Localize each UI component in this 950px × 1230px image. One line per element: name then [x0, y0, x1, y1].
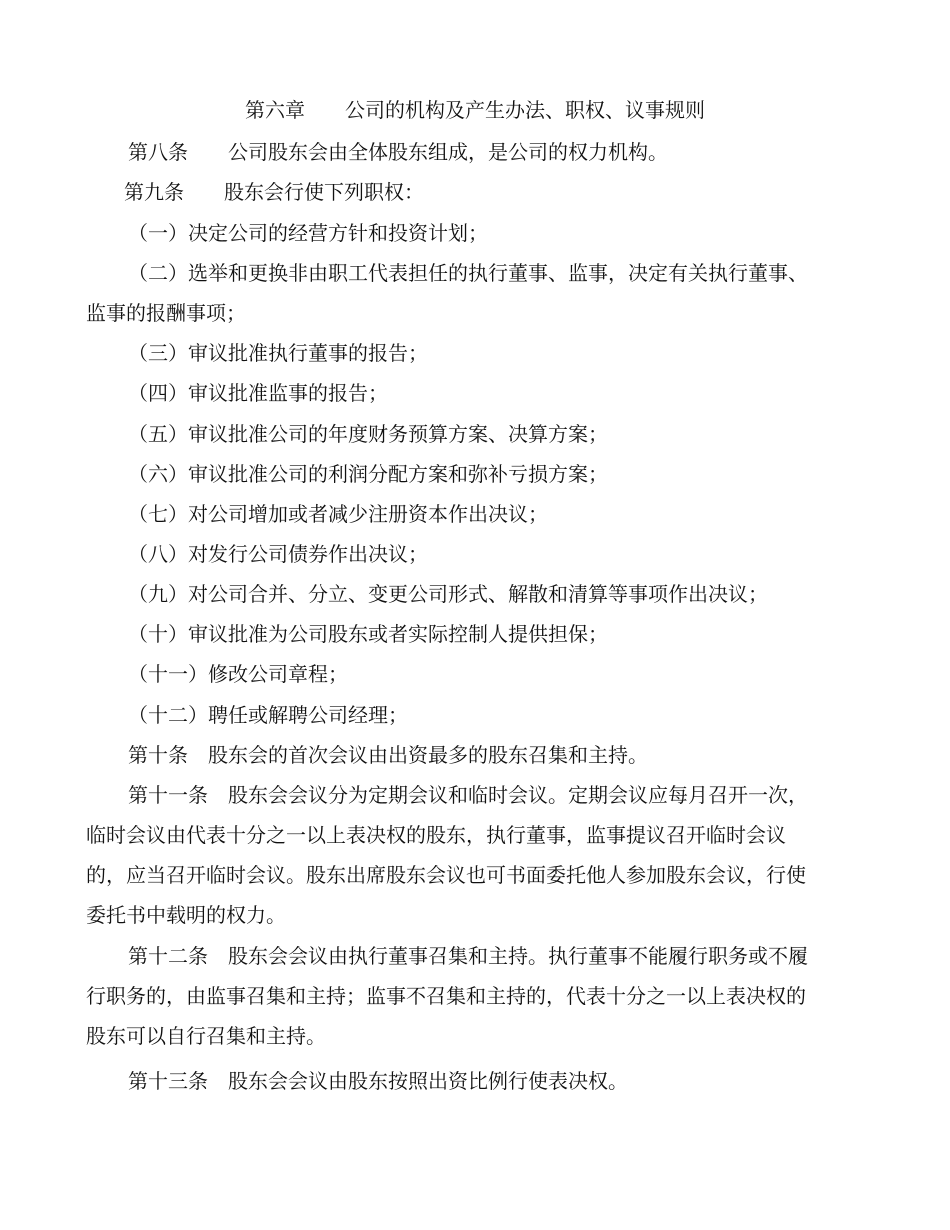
list-item-2: （二）选举和更换非由职工代表担任的执行董事、监事，决定有关执行董事、 — [128, 261, 808, 285]
article-12: 第十二条 股东会会议由执行董事召集和主持。执行董事不能履行职务或不履 — [128, 944, 808, 968]
list-item-8: （八）对发行公司债券作出决议； — [128, 542, 428, 566]
article-13: 第十三条 股东会会议由股东按照出资比例行使表决权。 — [128, 1069, 628, 1093]
article-10: 第十条 股东会的首次会议由出资最多的股东召集和主持。 — [128, 743, 648, 767]
list-item-11: （十一）修改公司章程； — [128, 662, 348, 686]
list-item-1: （一）决定公司的经营方针和投资计划； — [128, 221, 488, 245]
article-11: 第十一条 股东会会议分为定期会议和临时会议。定期会议应每月召开一次， — [128, 783, 808, 807]
list-item-6: （六）审议批准公司的利润分配方案和弥补亏损方案； — [128, 462, 608, 486]
article-11-cont-3: 委托书中载明的权力。 — [86, 903, 286, 927]
article-12-cont-1: 行职务的，由监事召集和主持；监事不召集和主持的，代表十分之一以上表决权的 — [86, 984, 806, 1008]
list-item-3: （三）审议批准执行董事的报告； — [128, 341, 428, 365]
list-item-5: （五）审议批准公司的年度财务预算方案、决算方案； — [128, 422, 608, 446]
article-9: 第九条 股东会行使下列职权： — [124, 180, 424, 204]
article-12-cont-2: 股东可以自行召集和主持。 — [86, 1024, 326, 1048]
list-item-2-cont: 监事的报酬事项； — [86, 301, 246, 325]
list-item-12: （十二）聘任或解聘公司经理； — [128, 703, 408, 727]
list-item-4: （四）审议批准监事的报告； — [128, 381, 388, 405]
chapter-title: 第六章 公司的机构及产生办法、职权、议事规则 — [245, 98, 705, 122]
list-item-10: （十）审议批准为公司股东或者实际控制人提供担保； — [128, 622, 608, 646]
article-8: 第八条 公司股东会由全体股东组成，是公司的权力机构。 — [128, 140, 668, 164]
article-11-cont-1: 临时会议由代表十分之一以上表决权的股东，执行董事，监事提议召开临时会议 — [86, 823, 786, 847]
article-11-cont-2: 的，应当召开临时会议。股东出席股东会议也可书面委托他人参加股东会议，行使 — [86, 863, 806, 887]
list-item-9: （九）对公司合并、分立、变更公司形式、解散和清算等事项作出决议； — [128, 582, 768, 606]
list-item-7: （七）对公司增加或者减少注册资本作出决议； — [128, 502, 548, 526]
